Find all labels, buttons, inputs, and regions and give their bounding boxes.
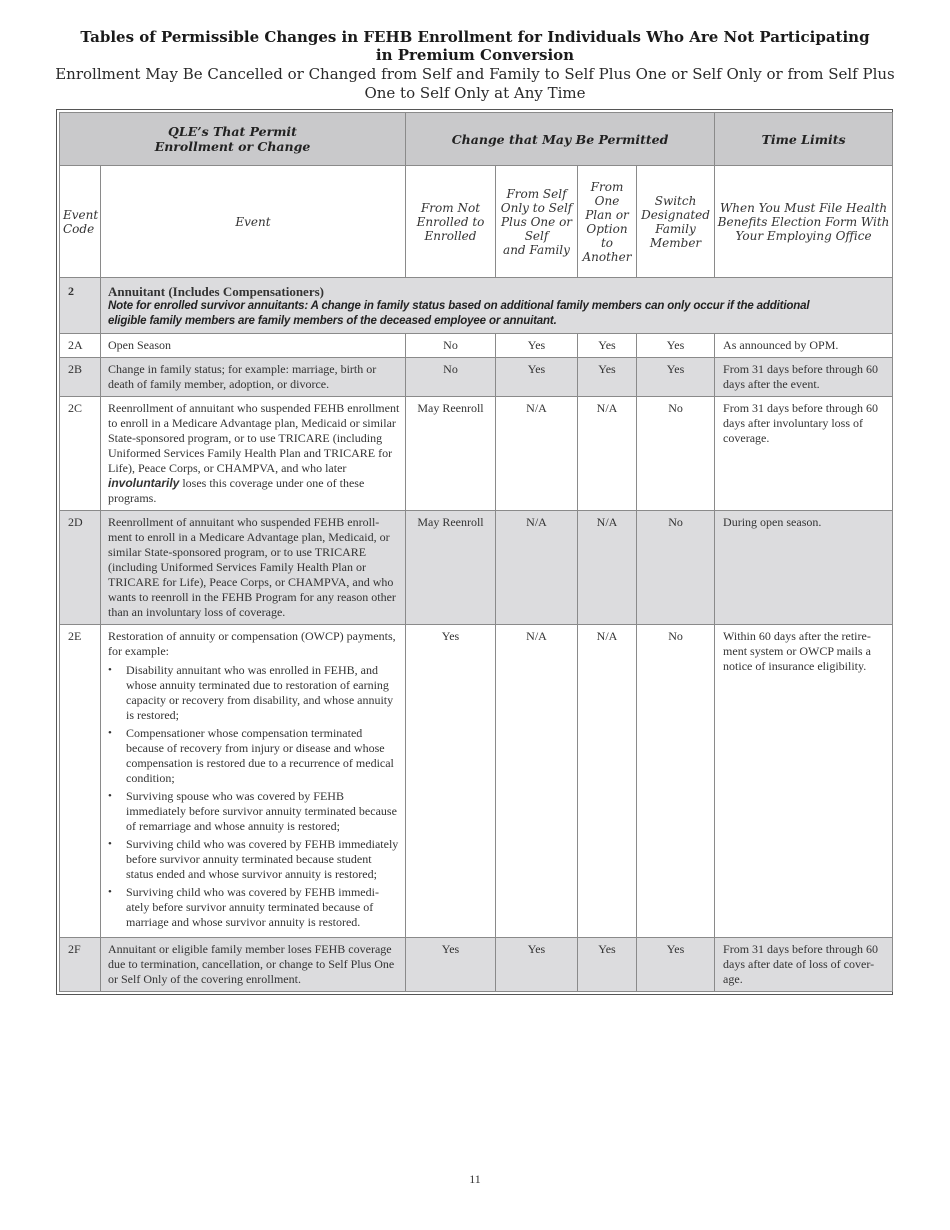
- list-item: • Surviving child who was covered by FEHB immediately before survivor annuity terminated because student status ended and whose survivor annuity is restored;: [126, 837, 401, 882]
- time-limit: From 31 days before through 60 days after the event.: [715, 358, 893, 397]
- list-item: • Compensationer whose compensation terminated because of recovery from injury or disease and whose compensation is restored due to a recurrence of medical condition;: [126, 726, 401, 786]
- page-number: 11: [469, 1172, 481, 1186]
- subtitle-line-1: Enrollment May Be Cancelled or Changed from Self and Family to Self Plus One or Self Only or from Self Plus: [55, 65, 895, 83]
- header-text: Option: [586, 221, 628, 236]
- group-note-line-2: eligible family members are family members of the deceased employee or annuitant.: [108, 315, 557, 327]
- from-self-only-value: Yes: [496, 334, 578, 358]
- header-text: and Family: [503, 242, 570, 257]
- event-examples-list: [108, 663, 401, 930]
- event-description: Annuitant or eligible family member loses FEHB coverage due to termination, cancellation, or change to Self Plus One or Self Only of the covering enrollment.: [101, 938, 406, 992]
- event-code-header-line-2: Code: [63, 221, 95, 236]
- event-description: [101, 625, 406, 938]
- time-limit: From 31 days before through 60 days after date of loss of cover-age.: [715, 938, 893, 992]
- from-not-enrolled-value: May Reenroll: [406, 511, 496, 625]
- from-self-only-value: N/A: [496, 397, 578, 511]
- switch-designated-value: No: [637, 511, 715, 625]
- event-code: 2C: [60, 397, 101, 511]
- switch-designated-header: [637, 166, 715, 278]
- header-text: Enrolled: [424, 228, 477, 243]
- event-code: 2F: [60, 938, 101, 992]
- header-text: Plus One or: [500, 214, 573, 229]
- from-self-only-value: Yes: [496, 938, 578, 992]
- header-text: Switch: [654, 193, 697, 208]
- event-code: 2B: [60, 358, 101, 397]
- event-code: 2A: [60, 334, 101, 358]
- event-code-header-line-1: Event: [63, 207, 99, 222]
- event-intro: Restoration of annuity or compensation (OWCP) payments, for example:: [108, 629, 396, 658]
- event-code: 2E: [60, 625, 101, 938]
- time-limit: During open season.: [715, 511, 893, 625]
- event-emphasis: involuntarily: [108, 476, 180, 490]
- qle-table: [59, 112, 893, 992]
- from-one-plan-value: N/A: [578, 397, 637, 511]
- event-header: Event: [101, 166, 406, 278]
- table-row: [60, 358, 893, 397]
- from-one-plan-header: [578, 166, 637, 278]
- header-text: Self: [524, 228, 549, 243]
- event-description: Change in family status; for example: marriage, birth or death of family member, adoption, or divorce.: [101, 358, 406, 397]
- switch-designated-value: Yes: [637, 334, 715, 358]
- group-row-annuitant: [60, 278, 893, 334]
- table-row: [60, 397, 893, 511]
- header-text: When You Must File Health: [719, 200, 888, 215]
- table-row: [60, 511, 893, 625]
- from-not-enrolled-value: Yes: [406, 625, 496, 938]
- header-text: Only to Self: [500, 200, 573, 215]
- change-permitted-header: Change that May Be Permitted: [406, 113, 715, 166]
- event-description: [101, 397, 406, 511]
- group-description: [101, 278, 893, 334]
- from-one-plan-value: N/A: [578, 511, 637, 625]
- from-not-enrolled-value: May Reenroll: [406, 397, 496, 511]
- table-row: [60, 625, 893, 938]
- table-row: [60, 334, 893, 358]
- header-text: Your Employing Office: [735, 228, 872, 243]
- time-limit: From 31 days before through 60 days after involuntary loss of coverage.: [715, 397, 893, 511]
- header-text: From Self: [506, 186, 567, 201]
- list-item: • Surviving spouse who was covered by FEHB immediately before survivor annuity terminated because of remarriage and whose annuity is restored;: [126, 789, 401, 834]
- when-file-header: [715, 166, 893, 278]
- event-description: Reenrollment of annuitant who suspended FEHB enroll-ment to enroll in a Medicare Advantage plan, Medicaid, or similar State-sponsored program, or to use TRICARE (including Uniformed Services Family Health Plan or TRICARE for Life), Peace Corps, or CHAMPVA, and who wants to reenroll in the FEHB Program for any reason other than an involuntary loss of coverage.: [101, 511, 406, 625]
- group-note-line-1: Note for enrolled survivor annuitants: A change in family status based on additional family members can only occur if the additional: [108, 300, 810, 312]
- time-limits-header: Time Limits: [715, 113, 893, 166]
- header-text: Member: [649, 235, 702, 250]
- qle-header: [60, 113, 406, 166]
- from-self-only-value: N/A: [496, 625, 578, 938]
- header-text: to: [600, 235, 614, 250]
- event-text: Reenrollment of annuitant who suspended FEHB enrollment to enroll in a Medicare Advantage plan, Medicaid or similar State-sponsored program, or to use TRICARE (including Uniformed Services Family Health Plan and TRICARE for Life), Peace Corps, or CHAMPVA, and who later: [108, 401, 400, 475]
- group-title: Annuitant (Includes Compensationers): [108, 284, 324, 299]
- subtitle-line-2: One to Self Only at Any Time: [364, 84, 586, 102]
- qle-table-frame: [56, 109, 893, 995]
- list-item: • Surviving child who was covered by FEHB immedi-ately before survivor annuity terminated because of marriage and whose survivor annuity is restored.: [126, 885, 401, 930]
- from-self-only-value: N/A: [496, 511, 578, 625]
- from-not-enrolled-header: [406, 166, 496, 278]
- page-title: [40, 28, 910, 64]
- event-text: loses this coverage under one of these programs.: [108, 476, 365, 505]
- title-line-2: in Premium Conversion: [375, 46, 575, 64]
- from-not-enrolled-value: Yes: [406, 938, 496, 992]
- time-limit: As announced by OPM.: [715, 334, 893, 358]
- from-not-enrolled-value: No: [406, 358, 496, 397]
- from-self-only-value: Yes: [496, 358, 578, 397]
- group-code: 2: [60, 278, 101, 334]
- from-one-plan-value: Yes: [578, 334, 637, 358]
- event-code: 2D: [60, 511, 101, 625]
- switch-designated-value: Yes: [637, 938, 715, 992]
- event-code-header: [60, 166, 101, 278]
- from-one-plan-value: Yes: [578, 938, 637, 992]
- group-header-row: [60, 113, 893, 166]
- header-text: Plan or: [585, 207, 629, 222]
- column-header-row: [60, 166, 893, 278]
- event-description: Open Season: [101, 334, 406, 358]
- switch-designated-value: No: [637, 397, 715, 511]
- from-one-plan-value: N/A: [578, 625, 637, 938]
- page-header: [40, 28, 910, 103]
- from-not-enrolled-value: No: [406, 334, 496, 358]
- header-text: Another: [582, 249, 632, 264]
- title-line-1: Tables of Permissible Changes in FEHB Enrollment for Individuals Who Are Not Participating: [80, 28, 870, 46]
- switch-designated-value: No: [637, 625, 715, 938]
- page-subtitle: [40, 65, 910, 103]
- header-text: Family: [655, 221, 696, 236]
- from-self-only-header: [496, 166, 578, 278]
- header-text: Enrolled to: [416, 214, 485, 229]
- from-one-plan-value: Yes: [578, 358, 637, 397]
- header-text: Benefits Election Form With: [717, 214, 890, 229]
- switch-designated-value: Yes: [637, 358, 715, 397]
- qle-header-line-1: QLE’s That Permit: [168, 124, 297, 139]
- time-limit: Within 60 days after the retire-ment system or OWCP mails a notice of insurance eligibility.: [715, 625, 893, 938]
- qle-header-line-2: Enrollment or Change: [154, 139, 311, 154]
- header-text: One: [594, 193, 620, 208]
- header-text: From Not: [420, 200, 481, 215]
- table-row: [60, 938, 893, 992]
- list-item: • Disability annuitant who was enrolled in FEHB, and whose annuity terminated due to restoration of earning capacity or recovery from disability, and whose annuity is restored;: [126, 663, 401, 723]
- header-text: From: [590, 179, 624, 194]
- group-note: [108, 299, 888, 329]
- header-text: Designated: [641, 207, 710, 222]
